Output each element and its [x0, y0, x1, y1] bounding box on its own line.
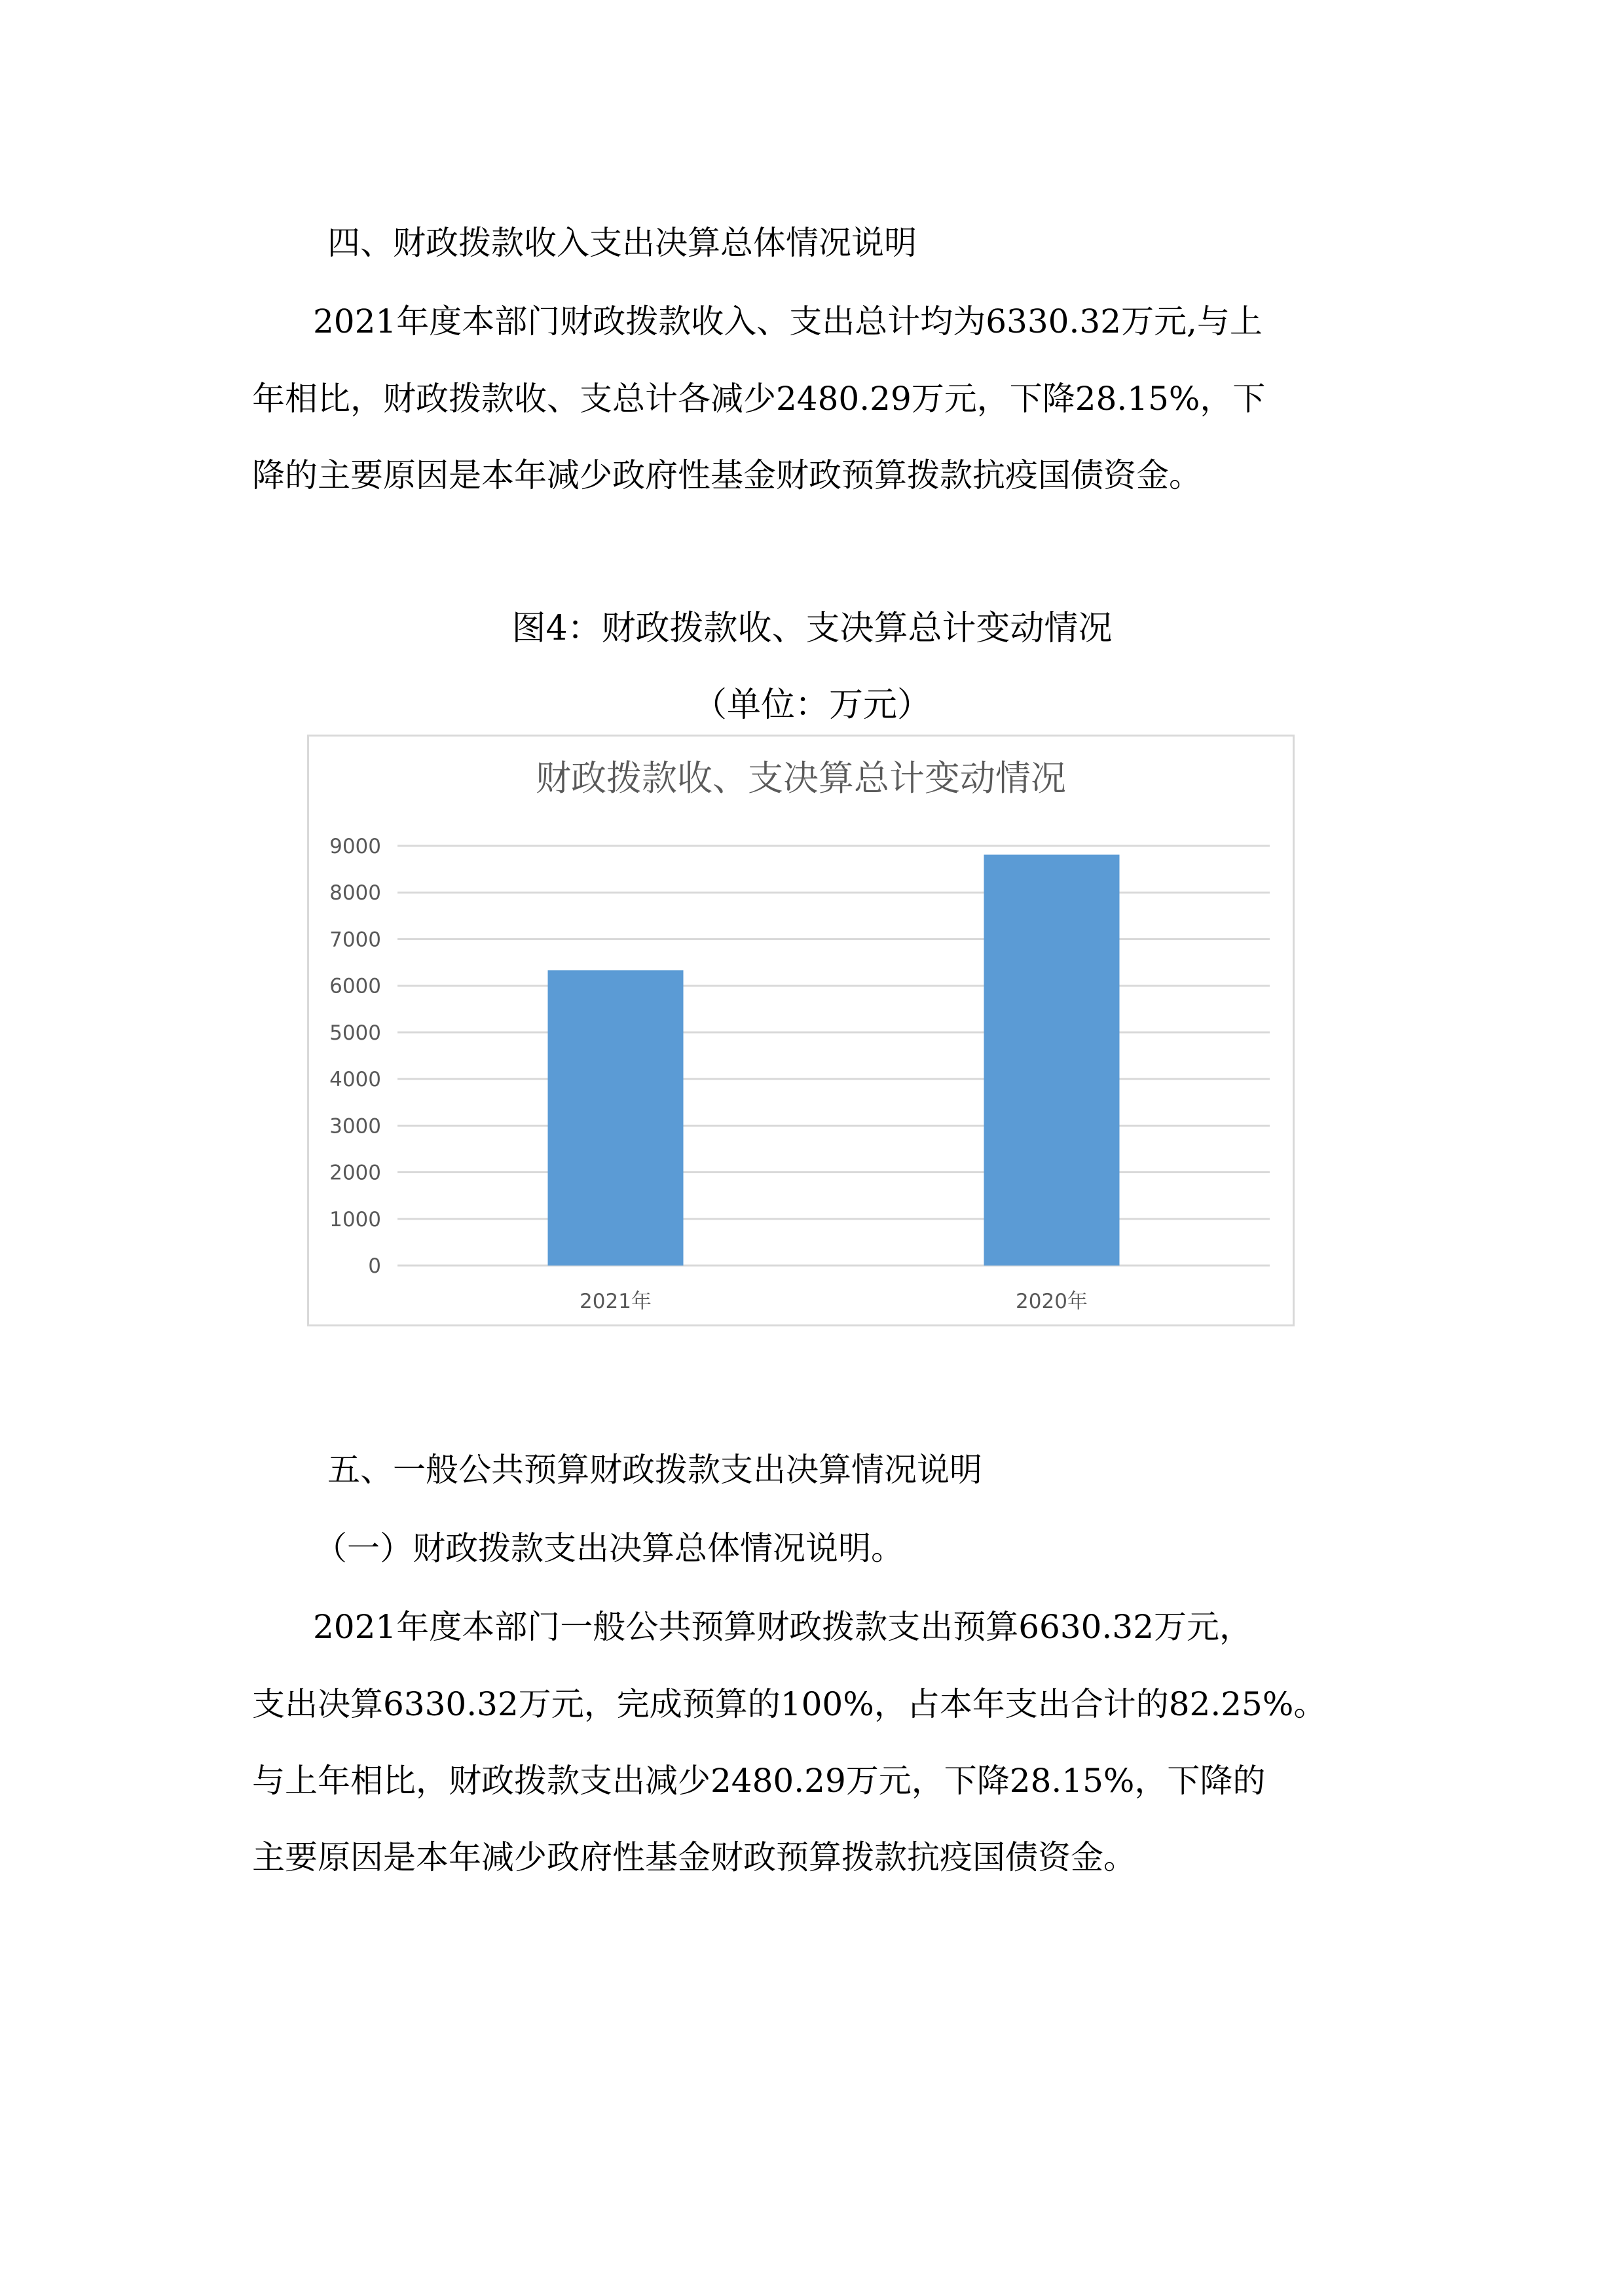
y-tick-label: 9000	[329, 835, 381, 858]
section-4-paragraph-line-2: 年相比，财政拨款收、支总计各减少2480.29万元，下降28.15%，下	[252, 380, 1266, 418]
x-category-label: 2021年	[580, 1290, 652, 1313]
y-tick-label: 6000	[329, 974, 381, 998]
y-tick-label: 7000	[329, 928, 381, 952]
y-tick-label: 4000	[329, 1068, 381, 1092]
chart-title: 财政拨款收、支决算总计变动情况	[536, 757, 1066, 799]
section-5-subheading: （一）财政拨款支出决算总体情况说明。	[314, 1529, 904, 1567]
x-category-label: 2020年	[1016, 1290, 1088, 1313]
y-tick-label: 8000	[329, 881, 381, 905]
bar-2	[984, 854, 1120, 1266]
y-tick-label: 1000	[329, 1207, 381, 1231]
section-5-paragraph-line-1: 2021年度本部门一般公共预算财政拨款支出预算6630.32万元，	[313, 1608, 1253, 1646]
section-5-paragraph-line-3: 与上年相比，财政拨款支出减少2480.29万元，下降28.15%，下降的	[252, 1762, 1266, 1800]
bar-chart	[307, 735, 1295, 1326]
section-5-heading: 五、一般公共预算财政拨款支出决算情况说明	[327, 1451, 982, 1489]
y-tick-label: 3000	[329, 1114, 381, 1139]
bar-1	[548, 970, 684, 1266]
section-4-paragraph-line-3: 降的主要原因是本年减少政府性基金财政预算拨款抗疫国债资金。	[252, 456, 1202, 494]
section-5-paragraph-line-4: 主要原因是本年减少政府性基金财政预算拨款抗疫国债资金。	[252, 1838, 1136, 1876]
section-4-heading: 四、财政拨款收入支出决算总体情况说明	[327, 224, 917, 262]
y-tick-label: 2000	[329, 1161, 381, 1185]
y-tick-label: 0	[368, 1254, 381, 1278]
section-4-paragraph-line-1: 2021年度本部门财政拨款收入、支出总计均为6330.32万元,与上	[313, 302, 1263, 340]
gridlines	[397, 846, 1270, 1266]
section-5-paragraph-line-2: 支出决算6330.32万元，完成预算的100%，占本年支出合计的82.25%。	[252, 1685, 1327, 1723]
bar-chart-svg	[309, 737, 1293, 1324]
figure-caption: 图4：财政拨款收、支决算总计变动情况	[511, 609, 1113, 648]
figure-unit: （单位：万元）	[692, 685, 931, 725]
y-tick-label: 5000	[329, 1021, 381, 1045]
